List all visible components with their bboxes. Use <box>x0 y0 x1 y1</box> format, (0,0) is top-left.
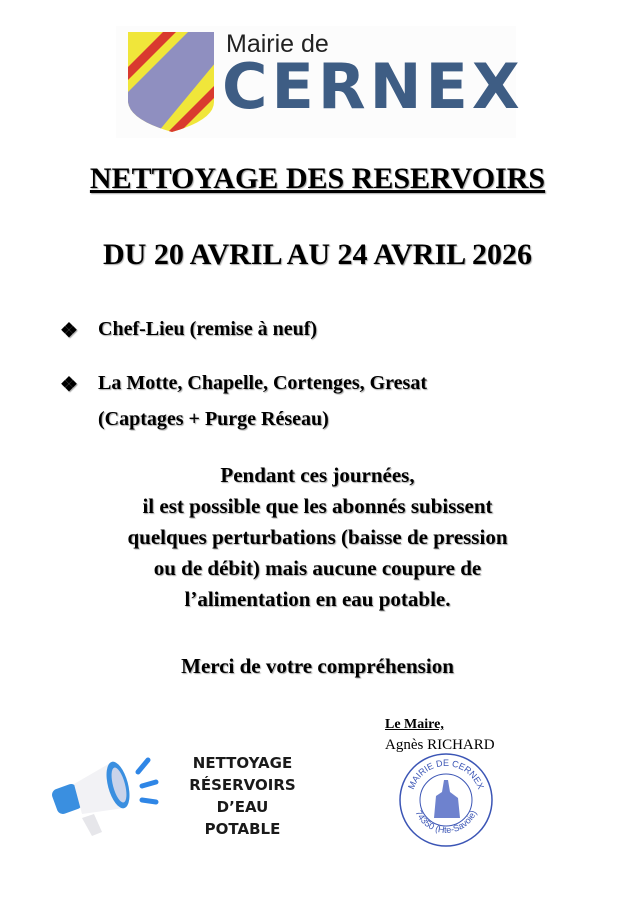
logo-text-cernex: CERNEX <box>222 50 524 123</box>
thanks-text: Merci de votre compréhension <box>181 654 454 678</box>
diamond-bullet-icon: ❖ <box>60 320 78 342</box>
coat-of-arms-icon <box>128 32 216 132</box>
message-line: Pendant ces journées, <box>220 463 415 487</box>
page-title: NETTOYAGE DES RESERVOIRS <box>89 162 546 195</box>
megaphone-icon <box>52 748 162 840</box>
logo-text-mairie: Mairie de <box>226 30 329 58</box>
message-block <box>0 460 635 615</box>
badge-line: NETTOYAGE <box>192 754 293 772</box>
bullet-item-continued: (Captages + Purge Réseau) <box>98 408 329 430</box>
badge-line: D’EAU POTABLE <box>204 798 281 838</box>
official-stamp <box>398 752 494 848</box>
message-line: il est possible que les abonnés subissent <box>142 494 493 518</box>
bullet-item: Chef-Lieu (remise à neuf) <box>98 318 318 340</box>
mairie-logo <box>116 26 524 138</box>
svg-text:MAIRIE DE CERNEX: MAIRIE DE CERNEX <box>406 758 486 791</box>
message-line: l’alimentation en eau potable. <box>184 587 451 611</box>
svg-text:74350 (Hte-Savoie): 74350 (Hte-Savoie) <box>413 808 479 836</box>
signature-name: Agnès RICHARD <box>385 737 495 753</box>
badge-text <box>180 752 305 840</box>
date-range: DU 20 AVRIL AU 24 AVRIL 2026 <box>102 238 532 271</box>
badge-line: RÉSERVOIRS <box>189 776 296 794</box>
signature-title: Le Maire, <box>385 717 444 732</box>
message-line: ou de débit) mais aucune coupure de <box>153 556 482 580</box>
bullet-item: La Motte, Chapelle, Cortenges, Gresat <box>98 372 428 394</box>
message-line: quelques perturbations (baisse de pression <box>127 525 508 549</box>
diamond-bullet-icon: ❖ <box>60 374 78 396</box>
